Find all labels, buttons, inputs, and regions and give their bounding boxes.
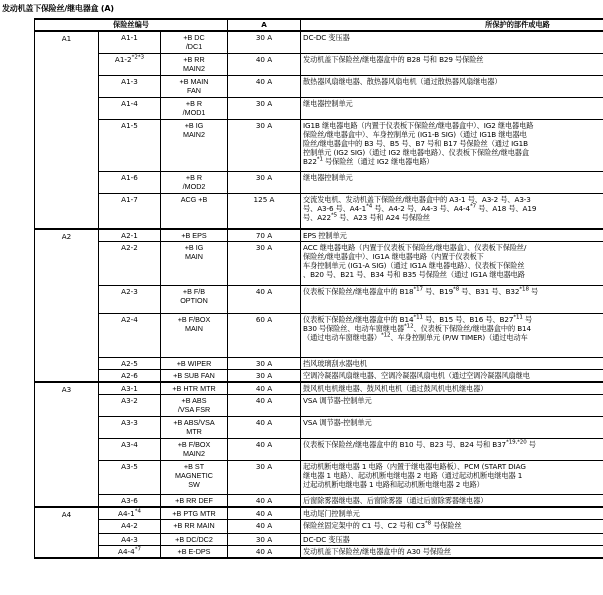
fuse-circuits: 继电器控制单元 (301, 97, 603, 119)
fuse-circuits: 交流发电机、发动机盖下保险丝/继电器盒中的 A3-1 号、A3-2 号、A3-3 号、A3-6 号、A4-1$^{*4}$ 号、A4-2 号、A4-3 号、A4-4$^{*7}$ 号、A18 号、A19 号、A22$^{*5}$ 号、A23 号和 A24 号保险丝 (301, 193, 603, 229)
fuse-circuits: ACC 继电器电路（内置于仪表板下保险丝/继电器盒）、仪表板下保险丝/ 保险丝/继电器盒中）、IG1A 继电器电路（内置于仪表板下 车身控制单元 (IG1-A SIG)（通过 IG1A 继电器电路）、仪表板下保险丝 、B20 号、B21 号、B34 号和 B35 号保险丝（通过 IG1A 继电器电路 (301, 242, 603, 286)
fuse-code: A4-4$^{*7}$ (99, 546, 161, 559)
table-row (35, 395, 603, 417)
table-row (35, 286, 603, 314)
page-title: 发动机盖下保险丝/继电器盒 (A) (2, 4, 114, 13)
table-row (35, 370, 603, 383)
fuse-code: A2-3 (99, 286, 161, 314)
fuse-circuits: 后窗除雾器继电器、后窗除雾器（通过后窗除雾器继电器） (301, 495, 603, 508)
fuse-circuits: EPS 控制单元 (301, 229, 603, 242)
fuse-code: A2-6 (99, 370, 161, 383)
fuse-name: +B IG MAIN2 (161, 119, 228, 171)
fuse-amp: 40 A (228, 546, 301, 559)
header-fuse-no: 保险丝编号 (35, 19, 228, 31)
fuse-amp: 40 A (228, 53, 301, 75)
fuse-amp: 30 A (228, 370, 301, 383)
fuse-code: A1-7 (99, 193, 161, 229)
fuse-circuits: 挡风玻璃刮水器电机 (301, 358, 603, 370)
fuse-code: A3-6 (99, 495, 161, 508)
fuse-name: +B MAIN FAN (161, 75, 228, 97)
fuse-amp: 30 A (228, 97, 301, 119)
table-row (35, 507, 603, 520)
fuse-code: A2-1 (99, 229, 161, 242)
fuse-amp: 30 A (228, 171, 301, 193)
fuse-code: A1-1 (99, 31, 161, 53)
fuse-circuits: IG1B 继电器电路（内置于仪表板下保险丝/继电器盒中）、IG2 继电器电路 保险丝/继电器盒中）、车身控制单元 (IG1-B SIG)（通过 IG1B 继电器电 险丝/继电器盒中的 B3 号、B5 号、B7 号和 B17 号保险丝（通过 IG1B 控制单元 (IG2 SIG)（通过 IG2 继电器电路）、仪表板下保险丝/继电器盒 B22$^{*1}$ 号保险丝（通过 IG2 继电器电路） (301, 119, 603, 171)
fuse-circuits: 鼓风机电机继电器、鼓风机电机（通过鼓风机电机继电器） (301, 382, 603, 395)
fuse-circuits: 发动机盖下保险丝/继电器盒中的 A30 号保险丝 (301, 546, 603, 559)
fuse-circuits: 起动机断电继电器 1 电路（内置于继电器电路板）、PCM (START DIAG 继电器 1 电路）、起动机断电继电器 2 电路（通过起动机断电继电器 1 过起动机断电继电器 1 电路和起动机断电继电器 2 电路） (301, 461, 603, 495)
fuse-code: A1-3 (99, 75, 161, 97)
fuse-amp: 30 A (228, 461, 301, 495)
fuse-name: +B RR DEF (161, 495, 228, 508)
fuse-amp: 30 A (228, 534, 301, 546)
fuse-amp: 40 A (228, 395, 301, 417)
fuse-circuits: DC-DC 变压器 (301, 534, 603, 546)
fuse-amp: 40 A (228, 417, 301, 439)
fuse-amp: 40 A (228, 286, 301, 314)
fuse-name: +B ABS/VSA MTR (161, 417, 228, 439)
fuse-code: A2-4 (99, 314, 161, 358)
fuse-name: +B DC/DC2 (161, 534, 228, 546)
fuse-code: A4-1$^{*4}$ (99, 507, 161, 520)
fuse-circuits: DC-DC 变压器 (301, 31, 603, 53)
fuse-code: A1-5 (99, 119, 161, 171)
fuse-circuits: 保险丝固定架中的 C1 号、C2 号和 C3$^{*8}$ 号保险丝 (301, 520, 603, 534)
fuse-name: +B E-DPS (161, 546, 228, 559)
fuse-circuits: 空调冷凝器风扇继电器、空调冷凝器风扇电机（通过空调冷凝器风扇继电 (301, 370, 603, 383)
fuse-table (34, 18, 603, 559)
fuse-name: +B RR MAIN2 (161, 53, 228, 75)
fuse-code: A1-4 (99, 97, 161, 119)
fuse-name: +B F/BOX MAIN (161, 314, 228, 358)
fuse-amp: 40 A (228, 439, 301, 461)
fuse-code: $A1-2^{*2*3}$ (99, 53, 161, 75)
fuse-code: A3-5 (99, 461, 161, 495)
fuse-code: A4-3 (99, 534, 161, 546)
table-row (35, 461, 603, 495)
table-row (35, 242, 603, 286)
fuse-amp: 125 A (228, 193, 301, 229)
fuse-circuits: 发动机盖下保险丝/继电器盒中的 B28 号和 B29 号保险丝 (301, 53, 603, 75)
group-label: A3 (35, 382, 99, 507)
table-row (35, 193, 603, 229)
fuse-code: A1-6 (99, 171, 161, 193)
table-row (35, 520, 603, 534)
fuse-circuits: 散热器风扇继电器、散热器风扇电机（通过散热器风扇继电器） (301, 75, 603, 97)
table-header-row (35, 19, 603, 31)
table-row (35, 534, 603, 546)
fuse-name: +B ST MAGNETIC SW (161, 461, 228, 495)
fuse-name: +B WIPER (161, 358, 228, 370)
table-row (35, 495, 603, 508)
header-circuits: 所保护的部件或电路 (301, 19, 603, 31)
fuse-name: +B IG MAIN (161, 242, 228, 286)
table-row (35, 119, 603, 171)
fuse-code: A3-3 (99, 417, 161, 439)
fuse-code: A4-2 (99, 520, 161, 534)
group-label: A2 (35, 229, 99, 382)
fuse-amp: 40 A (228, 75, 301, 97)
fuse-circuits: 仪表板下保险丝/继电器盒中的 B10 号、B23 号、B24 号和 $B37^{*19,*20}$ 号 (301, 439, 603, 461)
table-row (35, 439, 603, 461)
fuse-name: +B SUB FAN (161, 370, 228, 383)
fuse-circuits: VSA 调节器-控制单元 (301, 417, 603, 439)
table-row (35, 75, 603, 97)
table-row (35, 31, 603, 53)
fuse-amp: 60 A (228, 314, 301, 358)
fuse-amp: 40 A (228, 495, 301, 508)
fuse-code: A2-5 (99, 358, 161, 370)
fuse-circuits: VSA 调节器-控制单元 (301, 395, 603, 417)
table-row (35, 97, 603, 119)
fuse-code: A3-4 (99, 439, 161, 461)
fuse-amp: 30 A (228, 358, 301, 370)
table-body (35, 31, 603, 558)
table-row (35, 417, 603, 439)
fuse-amp: 30 A (228, 242, 301, 286)
fuse-name: +B HTR MTR (161, 382, 228, 395)
table-row (35, 314, 603, 358)
fuse-name: +B EPS (161, 229, 228, 242)
fuse-name: +B R /MOD1 (161, 97, 228, 119)
fuse-name: +B RR MAIN (161, 520, 228, 534)
fuse-circuits: 电动尾门控制单元 (301, 507, 603, 520)
table-row (35, 171, 603, 193)
fuse-name: +B PTG MTR (161, 507, 228, 520)
fuse-amp: 30 A (228, 31, 301, 53)
table-row (35, 358, 603, 370)
fuse-name: +B F/B OPTION (161, 286, 228, 314)
fuse-amp: 30 A (228, 119, 301, 171)
table-row (35, 229, 603, 242)
fuse-code: A2-2 (99, 242, 161, 286)
fuse-circuits: 继电器控制单元 (301, 171, 603, 193)
table-row (35, 546, 603, 559)
fuse-circuits: 仪表板下保险丝/继电器盒中的 B18$^{*17}$ 号、B19$^{*8}$ 号、B31 号、B32$^{*18}$ 号 (301, 286, 603, 314)
group-label: A1 (35, 31, 99, 229)
fuse-amp: 40 A (228, 382, 301, 395)
fuse-amp: 40 A (228, 520, 301, 534)
fuse-amp: 70 A (228, 229, 301, 242)
fuse-name: ACG +B (161, 193, 228, 229)
fuse-amp: 40 A (228, 507, 301, 520)
header-amp: A (228, 19, 301, 31)
fuse-name: +B ABS /VSA FSR (161, 395, 228, 417)
table-row (35, 382, 603, 395)
fuse-code: A3-1 (99, 382, 161, 395)
fuse-name: +B R /MOD2 (161, 171, 228, 193)
group-label: A4 (35, 507, 99, 558)
fuse-code: A3-2 (99, 395, 161, 417)
table-row (35, 53, 603, 75)
fuse-circuits: 仪表板下保险丝/继电器盒中的 B14$^{*11}$ 号、B15 号、B16 号、B27$^{*11}$ 号 B30 号保险丝、电动车窗继电器$^{*12}$、仪表板下保险丝/继电器盒中的 B14 （通过电动车窗继电器）$^{*12}$、车身控制单元 (P/W TIMER)（通过电动车 (301, 314, 603, 358)
fuse-name: +B DC /DC1 (161, 31, 228, 53)
fuse-name: +B F/BOX MAIN2 (161, 439, 228, 461)
